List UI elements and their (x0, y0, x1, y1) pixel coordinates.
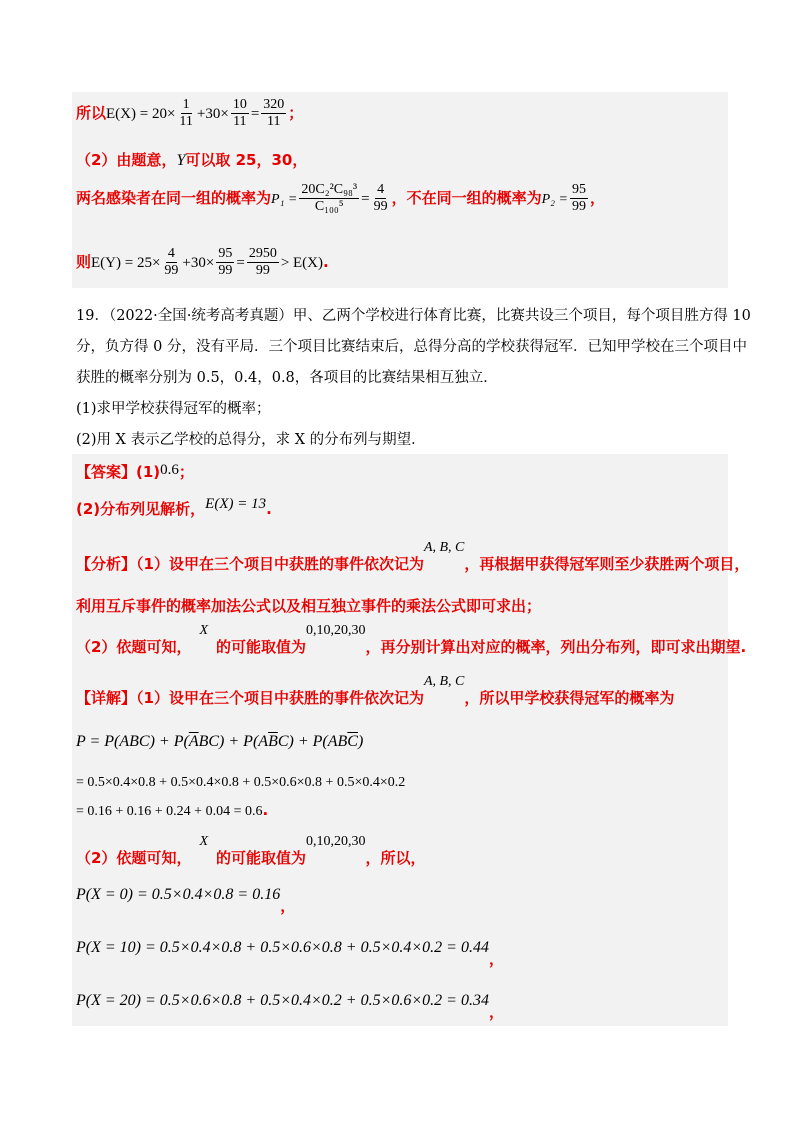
math: P₂ = (541, 192, 568, 207)
math-bar: $\overline{C}$ (347, 733, 358, 750)
math: E(X) = 13 (205, 496, 267, 512)
question-line-5: (2)用 X 表示乙学校的总得分，求 X 的分布列与期望． (76, 432, 426, 448)
text: 利用互斥事件的概率加法公式以及相互独立事件的乘法公式即可求出； (76, 597, 542, 615)
fraction: $\frac{320}{11}$ (263, 97, 285, 129)
text: （2）由题意， (76, 151, 177, 169)
math: 0.6 (160, 462, 179, 478)
math: P(X = 0) = 0.5×0.4×0.8 = 0.16 (76, 886, 281, 903)
answer-label: 【答案】(1) (76, 463, 161, 481)
fraction: $\frac{95}{99}$ (571, 182, 586, 214)
text: (2)分布列见解析， (76, 500, 206, 518)
fraction: $\frac{2950}{99}$ (248, 246, 277, 278)
text: 的可能取值为 (216, 638, 307, 656)
ey-line (76, 246, 329, 279)
text: 的可能取值为 (216, 849, 307, 867)
prob-line (76, 182, 605, 215)
math-var: Y (176, 152, 186, 169)
question-line-3: 获胜的概率分别为 0.5，0.4，0.8，各项目的比赛结果相互独立． (76, 370, 498, 386)
math: 0,10,20,30 (306, 834, 366, 849)
text: 可以取 25，30， (185, 151, 308, 169)
text: （2）依题可知， (76, 849, 192, 867)
math: P = P(ABC) + P( (76, 733, 189, 750)
fraction: $\frac{95}{99}$ (218, 246, 233, 278)
part2-line (76, 149, 307, 170)
math: P(X = 10) = 0.5×0.4×0.8 + 0.5×0.6×0.8 + 0.5×0.4×0.2 = 0.44 (76, 939, 489, 956)
text: ， (488, 950, 504, 968)
question-line-4: (1)求甲学校获得冠军的概率； (76, 401, 271, 417)
math: X (199, 623, 209, 638)
detail-label: 【详解】（1）设甲在三个项目中获胜的事件依次记为 (76, 689, 424, 707)
text: ， (280, 897, 296, 915)
analysis-line-1 (76, 540, 750, 574)
text: （2）依题可知， (76, 638, 192, 656)
math: = 0.16 + 0.16 + 0.24 + 0.04 = 0.6 (76, 804, 263, 819)
px0-line (76, 883, 296, 915)
math-bar: $\overline{B}$ (268, 733, 278, 750)
text: ； (178, 463, 194, 481)
part2-detail-line (76, 834, 426, 868)
fraction: $\frac{10}{11}$ (232, 97, 247, 129)
text: ； (288, 104, 304, 122)
ex-line (76, 97, 303, 130)
question-line-2: 分，负方得 0 分，没有平局．三个项目比赛结束后，总得分高的学校获得冠军．已知甲学校在三个项目中 (76, 339, 747, 355)
answer-line-1 (76, 461, 194, 482)
math: > E(X) (280, 255, 324, 271)
text: 则 (76, 253, 92, 271)
calc-line-1: = 0.5×0.4×0.8 + 0.5×0.4×0.8 + 0.5×0.6×0.8 + 0.5×0.4×0.2 (76, 775, 406, 790)
fraction: $\frac{1}{11}$ (179, 97, 193, 129)
math: ) (357, 733, 364, 750)
text: 两名感染者在同一组的概率为 (76, 189, 272, 207)
fraction: $\frac{4}{99}$ (373, 182, 388, 214)
px10-line (76, 936, 504, 968)
text: . (262, 801, 269, 819)
math: P(X = 20) = 0.5×0.6×0.8 + 0.5×0.4×0.2 + 0.5×0.6×0.2 = 0.34 (76, 992, 489, 1009)
math: +30× (196, 106, 229, 122)
fraction: $\frac{\text{20C₂²C₉₈³}}{\text{C₁₀₀⁵}}$ (301, 182, 358, 214)
text: . (266, 500, 272, 518)
math: 0,10,20,30 (306, 623, 366, 638)
text: ，所以， (365, 849, 426, 867)
math-bar: $\overline{A}$ (188, 733, 199, 750)
text: 所以 (76, 104, 107, 122)
text: ， (488, 1003, 504, 1021)
math: E(Y) = 25× (91, 255, 161, 271)
analysis-label: 【分析】（1）设甲在三个项目中获胜的事件依次记为 (76, 555, 424, 573)
math: E(X) = 20× (106, 106, 176, 122)
text: ，所以甲学校获得冠军的概率为 (464, 689, 675, 707)
math: A, B, C (423, 540, 465, 555)
calc-line-2 (76, 800, 268, 820)
px20-line (76, 989, 504, 1021)
math: BC) + P(A (198, 733, 269, 750)
math: +30× (182, 255, 215, 271)
math: C) + P(AB (277, 733, 348, 750)
math: X (199, 834, 209, 849)
text: ，再分别计算出对应的概率，列出分布列，即可求出期望. (365, 638, 747, 656)
p-formula (76, 731, 363, 751)
text: ，不在同一组的概率为 (391, 189, 542, 207)
text: ， (589, 189, 605, 207)
question-line-1: 19．（2022·全国·统考高考真题）甲、乙两个学校进行体育比赛，比赛共设三个项目，每个项目胜方得 10 (76, 308, 751, 324)
math: A, B, C (423, 674, 465, 689)
text: . (323, 253, 329, 271)
math: = (236, 255, 245, 271)
math: P₁ = (271, 192, 298, 207)
fraction: $\frac{4}{99}$ (164, 246, 179, 278)
text: ，再根据甲获得冠军则至少获胜两个项目， (464, 555, 750, 573)
math: = (361, 191, 370, 207)
analysis-line-3 (76, 623, 747, 657)
answer-line-2 (76, 498, 272, 519)
math: = (250, 106, 260, 122)
analysis-line-2 (76, 595, 541, 616)
detail-line-1 (76, 674, 675, 708)
